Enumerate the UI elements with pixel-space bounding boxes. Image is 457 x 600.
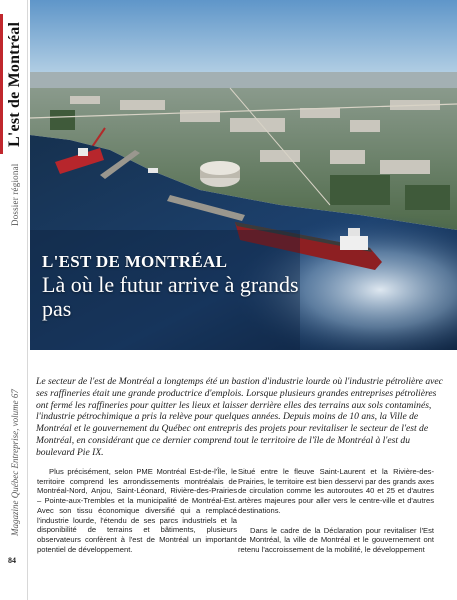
rail-divider — [27, 0, 28, 600]
hero-title: Là où le futur arrive à grands pas — [42, 272, 299, 321]
side-rail — [0, 0, 29, 600]
section-title: L'est de Montréal — [6, 21, 23, 147]
body-column-right — [238, 467, 434, 565]
body-column-left — [37, 467, 237, 564]
page-number: 84 — [8, 556, 16, 565]
section-label: Dossier régional — [10, 163, 20, 227]
rail-accent-bar — [0, 14, 3, 154]
body-paragraph: Situé entre le fleuve Saint-Laurent et la Rivière-des-Prairies, le territoire est bien desservi par des grands axes de circulation comme les autoroutes 40 et 25 et d'autres artères majeures pour aller vers le centre-ville et d'autres destinations. — [238, 467, 434, 515]
body-paragraph: Plus précisément, selon PME Montréal Est-de-l'Île, le territoire comprend les arrondissements montréalais de Montréal-Nord, Anjou, Saint-Léonard, Rivière-des-Prairies – Pointe-aux-Trembles et la municipalité de Montréal-Est. Avec son tissu économique diversifié qui a remplacé l'industrie lourde, l'étendu de ses parcs industriels et la disponibilité de terrains et bâtiments, plusieurs observateurs confèrent à l'est de Montréal un important potentiel de développement. — [37, 467, 237, 554]
lede-paragraph: Le secteur de l'est de Montréal a longtemps été un bastion d'industrie lourde où l'industrie pétrolière avec ses raffineries était une grande productrice d'emplois. Lorsque plusieurs grandes entreprises pétrolières ont fermé les raffineries pour quitter les lieux et laisser derrière elles des terrains aux sols contaminés, l'industrie pétrochimique a pris la relève pour quelques années. Depuis moins de 10 ans, la Ville de Montréal et le gouvernement du Québec ont entrepris des projets pour revitaliser le secteur de l'est de Montréal, en considérant que ce dernier comprend tout le territoire de l'île de Montréal à l'est du boulevard Pie IX. — [36, 376, 443, 458]
hero-kicker: L'EST DE MONTRÉAL — [42, 252, 228, 271]
body-paragraph: Dans le cadre de la Déclaration pour revitaliser l'Est de Montréal, la ville de Montréal et le gouvernement ont retenu l'accroissement de la mobilité, le développement — [238, 525, 434, 554]
hero-photo — [30, 0, 457, 350]
magazine-credit: Magazine Québec Entreprise, volume 67 — [10, 389, 20, 536]
